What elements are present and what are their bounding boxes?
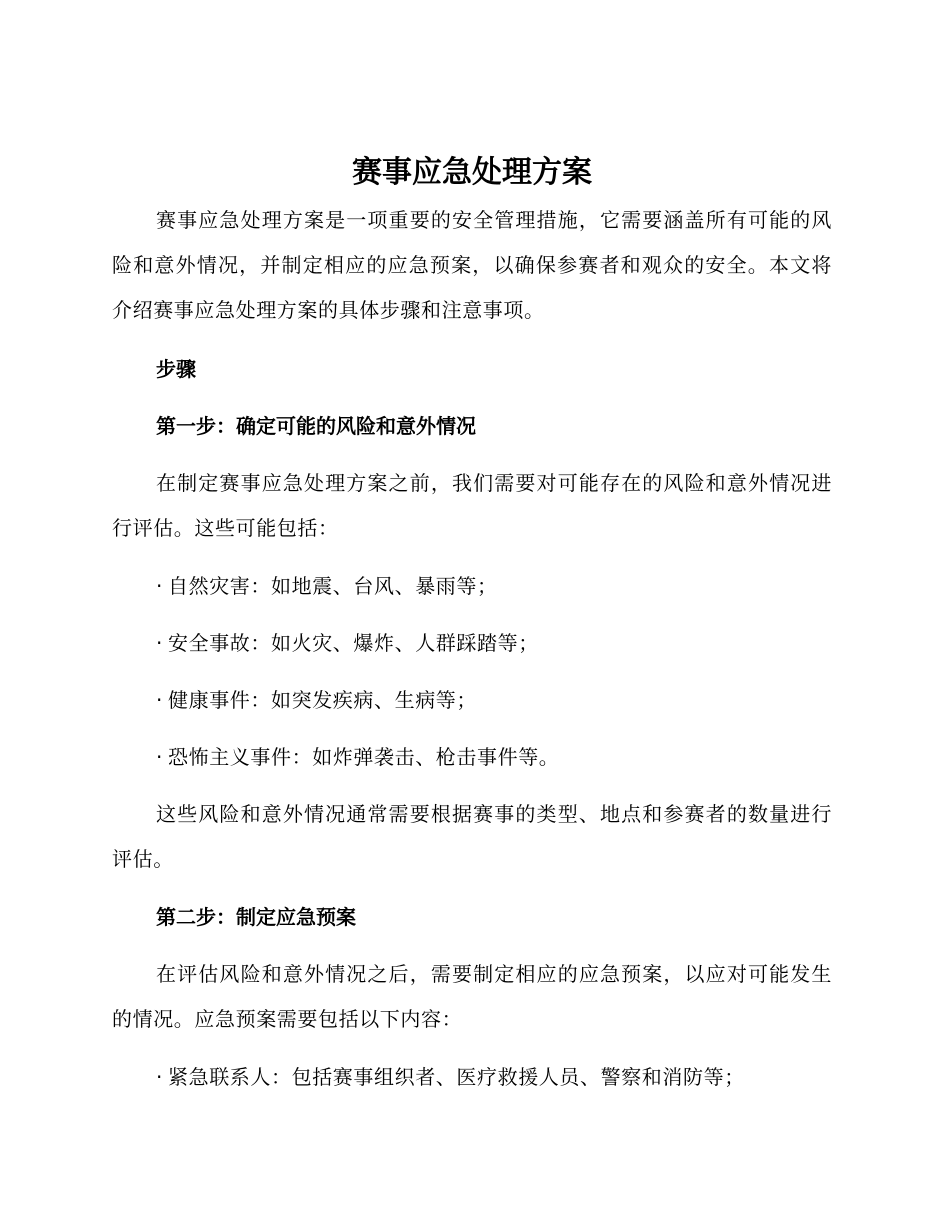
list-item bbox=[156, 571, 498, 601]
list-item-text: 自然灾害：如地震、台风、暴雨等； bbox=[168, 574, 498, 598]
list-item-text: 安全事故：如火灾、爆炸、人群踩踏等； bbox=[168, 631, 539, 655]
list-item-text: 健康事件：如突发疾病、生病等； bbox=[168, 688, 477, 712]
bullet-icon: · bbox=[156, 631, 163, 655]
list-item bbox=[156, 742, 559, 772]
bullet-icon: · bbox=[156, 688, 163, 712]
bullet-icon: · bbox=[156, 1065, 163, 1089]
bullet-icon: · bbox=[156, 574, 163, 598]
list-item-text: 紧急联系人：包括赛事组织者、医疗救援人员、警察和消防等； bbox=[168, 1065, 745, 1089]
bullet-icon: · bbox=[156, 745, 163, 769]
list-item bbox=[156, 1062, 745, 1092]
list-item bbox=[156, 628, 539, 658]
intro-paragraph: 赛事应急处理方案是一项重要的安全管理措施，它需要涵盖所有可能的风险和意外情况，并制定相应的应急预案，以确保参赛者和观众的安全。本文将介绍赛事应急处理方案的具体步骤和注意事项。 bbox=[112, 208, 832, 322]
step2-heading: 第二步：制定应急预案 bbox=[156, 905, 356, 929]
step1-conclusion-paragraph: 这些风险和意外情况通常需要根据赛事的类型、地点和参赛者的数量进行评估。 bbox=[112, 802, 832, 871]
step1-intro-paragraph: 在制定赛事应急处理方案之前，我们需要对可能存在的风险和意外情况进行评估。这些可能包括： bbox=[112, 471, 832, 540]
steps-heading: 步骤 bbox=[156, 357, 196, 381]
page-title: 赛事应急处理方案 bbox=[352, 155, 592, 190]
step2-intro-paragraph: 在评估风险和意外情况之后，需要制定相应的应急预案，以应对可能发生的情况。应急预案需要包括以下内容： bbox=[112, 962, 832, 1031]
step1-heading: 第一步：确定可能的风险和意外情况 bbox=[156, 414, 476, 438]
list-item bbox=[156, 685, 477, 715]
list-item-text: 恐怖主义事件：如炸弹袭击、枪击事件等。 bbox=[168, 745, 560, 769]
